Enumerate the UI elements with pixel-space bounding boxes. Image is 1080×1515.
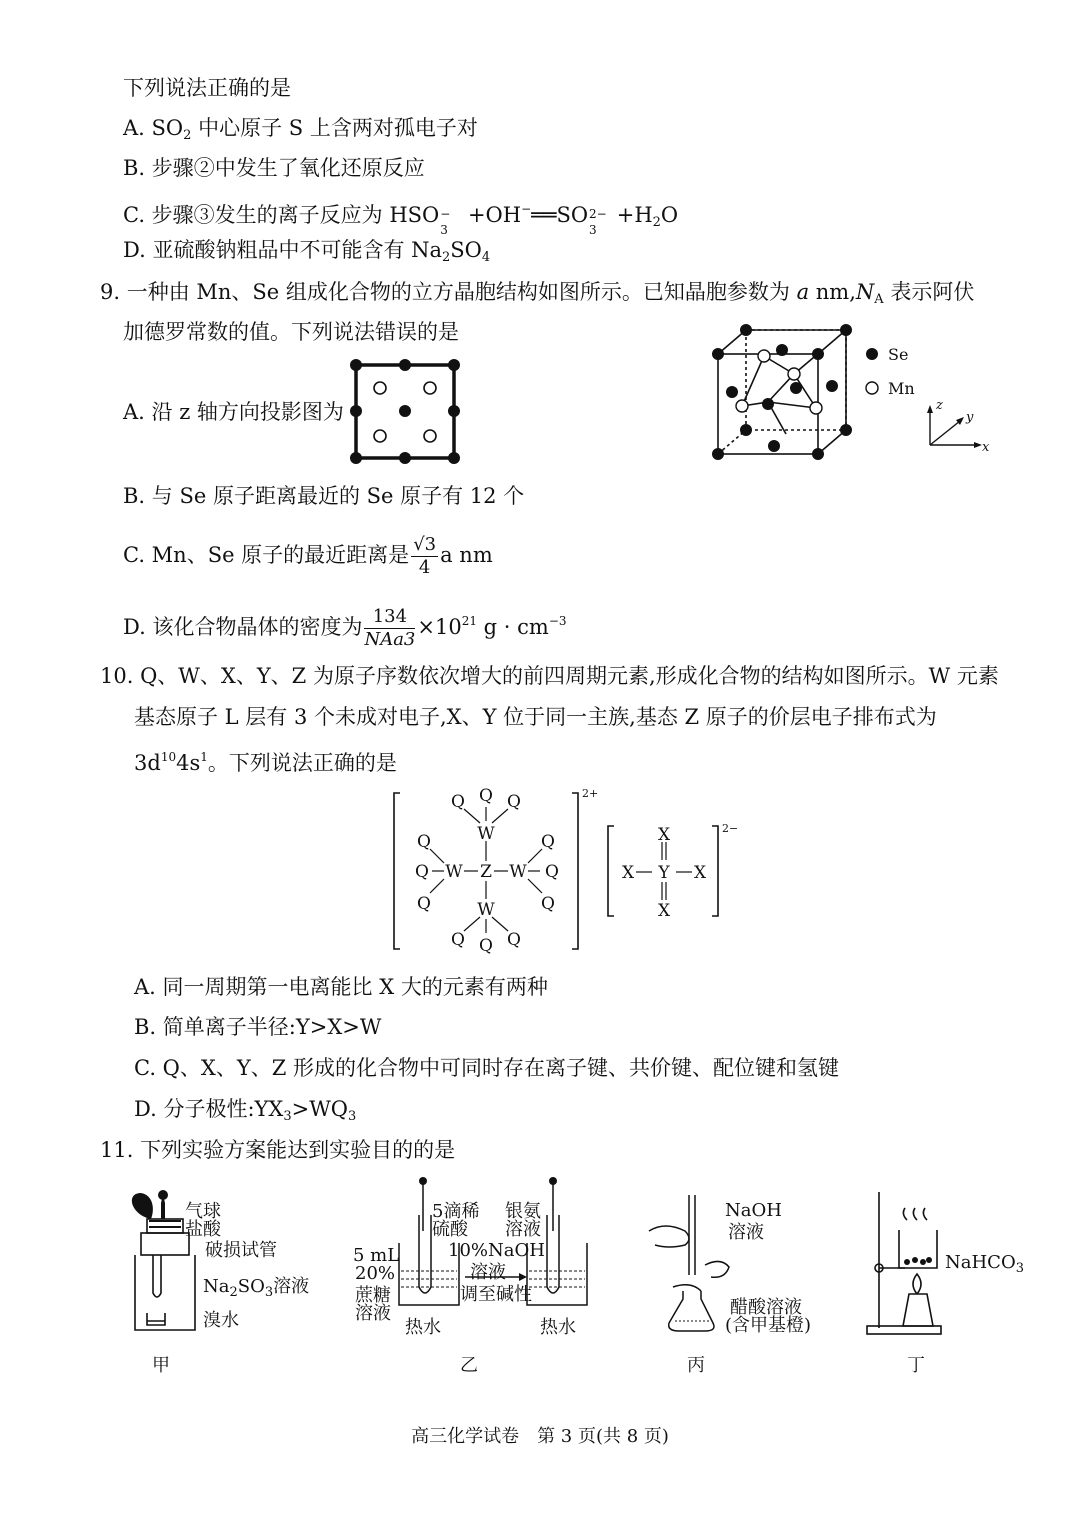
page-footer: 高三化学试卷 第 3 页(共 8 页) — [411, 1426, 669, 1447]
legend-mn: Mn — [888, 379, 915, 398]
svg-text:y: y — [966, 410, 974, 425]
svg-text:W: W — [477, 900, 495, 920]
svg-text:X: X — [621, 863, 635, 883]
svg-text:Z: Z — [480, 862, 492, 882]
svg-text:Y: Y — [658, 863, 670, 883]
q9-option-b: B. 与 Se 原子距离最近的 Se 原子有 12 个 — [123, 484, 525, 508]
svg-text:Q: Q — [417, 832, 431, 852]
apparatus-jia-label: 甲 — [152, 1355, 170, 1376]
svg-text:2+: 2+ — [582, 787, 599, 800]
svg-text:Q: Q — [545, 862, 559, 882]
svg-text:Q: Q — [507, 930, 521, 950]
svg-text:Q: Q — [479, 786, 493, 806]
q8-option-b: B. 步骤②中发生了氧化还原反应 — [123, 156, 425, 180]
q9-option-c: C. Mn、Se 原子的最近距离是 $\frac{√3}{4}$ a nm — [123, 534, 493, 578]
q10-option-d: D. 分子极性$:YX_3>WQ_3$ — [134, 1097, 357, 1124]
complex-cation-structure — [392, 785, 602, 957]
q11-stem: 11. 下列实验方案能达到实验目的的是 — [100, 1138, 456, 1162]
apparatus-yi-label: 乙 — [460, 1355, 478, 1376]
q9-stem-line1: 9. 一种由 Mn、Se 组成化合物的立方晶胞结构如图所示。已知晶胞参数为 a $nm,N_A$ 表示阿伏 — [100, 280, 975, 307]
svg-text:W: W — [445, 862, 463, 882]
apparatus-bing — [645, 1195, 735, 1335]
q9-stem-line2: 加德罗常数的值。下列说法错误的是 — [123, 320, 459, 344]
svg-text:X: X — [657, 901, 671, 921]
svg-text:Q: Q — [417, 894, 431, 914]
q10-option-c: C. Q、X、Y、Z 形成的化合物中可同时存在离子键、共价键、配位键和氢键 — [134, 1056, 839, 1080]
svg-text:z: z — [936, 398, 943, 413]
axes-icon — [922, 395, 992, 455]
svg-text:W: W — [477, 824, 495, 844]
anion-structure — [606, 820, 756, 920]
q8-option-a: A. $SO_2$ 中心原子 S 上含两对孤电子对 — [123, 116, 478, 143]
svg-text:Q: Q — [451, 792, 465, 812]
label-nahco3: NaHCO$_3$ — [945, 1252, 1024, 1276]
apparatus-ding-label: 丁 — [907, 1355, 925, 1376]
svg-text:Q: Q — [451, 930, 465, 950]
svg-text:Q: Q — [541, 832, 555, 852]
svg-text:X: X — [657, 825, 671, 845]
label-na2so3: $Na_2SO_3$溶液 — [203, 1276, 310, 1300]
svg-text:x: x — [982, 440, 990, 455]
apparatus-ding — [865, 1190, 945, 1338]
svg-text:Q: Q — [415, 862, 429, 882]
svg-text:Q: Q — [507, 792, 521, 812]
q8-option-d: D. 亚硫酸钠粗品中不可能含有 $Na_2SO_4$ — [123, 238, 491, 265]
q9-option-a: A. 沿 z 轴方向投影图为 — [123, 400, 344, 424]
svg-text:X: X — [693, 863, 707, 883]
svg-text:Q: Q — [541, 894, 555, 914]
q8-stem-tail: 下列说法正确的是 — [123, 76, 291, 100]
q10-stem-line3: $3d^{10}4s^1$。下列说法正确的是 — [134, 750, 397, 775]
q8-option-c: C. 步骤③发生的离子反应为 HSO − 3 +OH−══SO 2− 3 $+H_2O$ — [123, 202, 679, 237]
svg-text:W: W — [509, 862, 527, 882]
unit-cell-figure — [708, 322, 858, 462]
q10-stem-line1: 10. Q、W、X、Y、Z 为原子序数依次增大的前四周期元素,形成化合物的结构如图所示。W 元素 — [100, 664, 999, 688]
legend-se: Se — [888, 345, 909, 364]
projection-figure — [350, 360, 460, 465]
unit-cell-legend — [862, 342, 922, 402]
svg-text:2−: 2− — [722, 822, 739, 835]
q10-option-b: B. 简单离子半径:Y>X>W — [134, 1015, 382, 1039]
q10-option-a: A. 同一周期第一电离能比 X 大的元素有两种 — [134, 975, 548, 999]
q9-option-d: D. 该化合物晶体的密度为 $\frac{134}{\text{NAa3}}$ $\times 10^{21}$ $g \cdot cm^{-3}$ — [123, 606, 567, 650]
apparatus-bing-label: 丙 — [687, 1355, 705, 1376]
q10-stem-line2: 基态原子 L 层有 3 个未成对电子,X、Y 位于同一主族,基态 Z 原子的价层电子排布式为 — [134, 705, 937, 729]
svg-text:Q: Q — [479, 936, 493, 956]
